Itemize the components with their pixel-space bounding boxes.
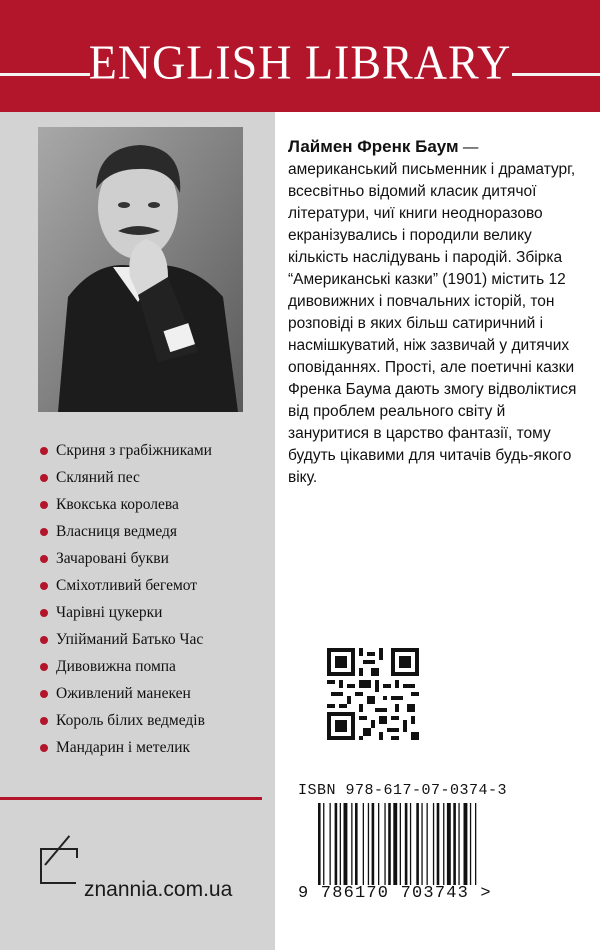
barcode-digits: 9 786170 703743 > <box>298 884 492 903</box>
bullet-icon <box>40 528 48 536</box>
list-item: Мандарин і метелик <box>40 737 275 764</box>
bullet-icon <box>40 447 48 455</box>
bullet-icon <box>40 717 48 725</box>
bullet-icon <box>40 663 48 671</box>
divider <box>0 797 262 800</box>
story-list <box>40 440 275 764</box>
bullet-icon <box>40 555 48 563</box>
publisher-url: znannia.com.ua <box>84 878 233 901</box>
description-body: — американський письменник і драматург, всесвітньо відомий класик дитячої літератури, чиї книги неодноразово екранізувались і породили велику кількість наслідувань і пародій. Збірка “Американські казки” (1901) містить 12 дивовижних і повчальних історій, тон розповіді в яких більш сатиричний і насмішкуватий, ніж зазвичай у дитячих оповіданнях. Прості, але поетичні казки Френка Баума дають змогу відволіктися від проблем реального світу й зануритися в царство фантазії, тому будуть цікавими для читачів будь-якого віку. <box>288 139 577 486</box>
bullet-icon <box>40 636 48 644</box>
barcode-icon <box>318 803 530 885</box>
list-item: Зачаровані букви <box>40 548 275 575</box>
series-title: ENGLISH LIBRARY <box>88 35 512 90</box>
list-item: Квокська королева <box>40 494 275 521</box>
list-item: Скриня з грабіжниками <box>40 440 275 467</box>
list-item: Король білих ведмедів <box>40 710 275 737</box>
list-item: Власниця ведмедя <box>40 521 275 548</box>
qr-code-icon <box>327 648 419 740</box>
author-name: Лаймен Френк Баум <box>288 137 459 156</box>
bullet-icon <box>40 582 48 590</box>
isbn-label: ISBN 978-617-07-0374-3 <box>298 782 508 799</box>
bullet-icon <box>40 690 48 698</box>
publisher-logo-icon <box>40 848 76 884</box>
bullet-icon <box>40 474 48 482</box>
bullet-icon <box>40 609 48 617</box>
book-description <box>288 136 588 489</box>
list-item: Сміхотливий бегемот <box>40 575 275 602</box>
bullet-icon <box>40 501 48 509</box>
list-item: Чарівні цукерки <box>40 602 275 629</box>
bullet-icon <box>40 744 48 752</box>
list-item: Оживлений манекен <box>40 683 275 710</box>
author-portrait-photo <box>38 127 243 412</box>
list-item: Упійманий Батько Час <box>40 629 275 656</box>
list-item: Скляний пес <box>40 467 275 494</box>
list-item: Дивовижна помпа <box>40 656 275 683</box>
